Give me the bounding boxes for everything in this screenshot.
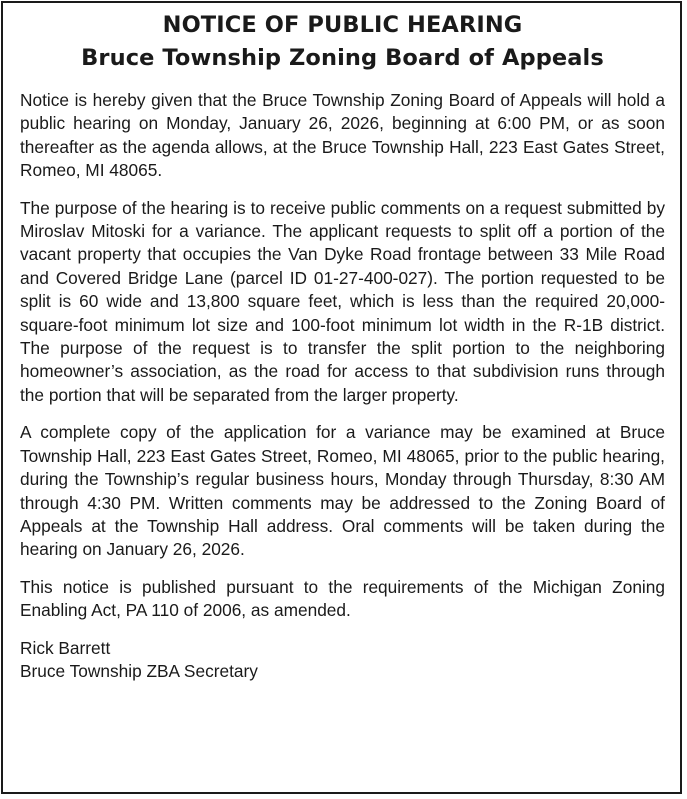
notice-paragraph-application: A complete copy of the application for a variance may be examined at Bruce Township Hall, 223 East Gates Street, Romeo, MI 48065, prior to the public hearing, during the Township’s regular business hours, Monday through Thursday, 8:30 AM through 4:30 PM. Written comments may be addressed to the Zoning Board of Appeals at the Township Hall address. Oral comments will be taken during the hearing on January 26, 2026. [20,422,665,560]
signature-role: Bruce Township ZBA Secretary [20,660,258,681]
notice-paragraph-hearing: Notice is hereby given that the Bruce Township Zoning Board of Appeals will hold a public hearing on Monday, January 26, 2026, beginning at 6:00 PM, or as soon thereafter as the agenda allows, at the Bruce Township Hall, 223 East Gates Street, Romeo, MI 48065. [20,90,665,181]
signature-name: Rick Barrett [20,637,111,658]
public-notice [1,1,682,794]
notice-title-line-1: NOTICE OF PUBLIC HEARING [162,12,523,38]
notice-paragraph-legal: This notice is published pursuant to the requirements of the Michigan Zoning Enabling Act, PA 110 of 2006, as amended. [20,576,665,621]
notice-title-line-2: Bruce Township Zoning Board of Appeals [81,45,604,71]
signature-block [20,637,665,684]
notice-paragraph-purpose: The purpose of the hearing is to receive public comments on a request submitted by Miroslav Mitoski for a variance. The applicant requests to split off a portion of the vacant property that occupies the Van Dyke Road frontage between 33 Mile Road and Covered Bridge Lane (parcel ID 01-27-400-027). The portion requested to be split is 60 wide and 13,800 square feet, which is less than the required 20,000-square-foot minimum lot size and 100-foot minimum lot width in the R-1B district. The purpose of the request is to transfer the split portion to the neighboring homeowner’s association, as the road for access to that subdivision runs through the portion that will be separated from the larger property. [20,197,665,405]
notice-title [20,9,665,75]
